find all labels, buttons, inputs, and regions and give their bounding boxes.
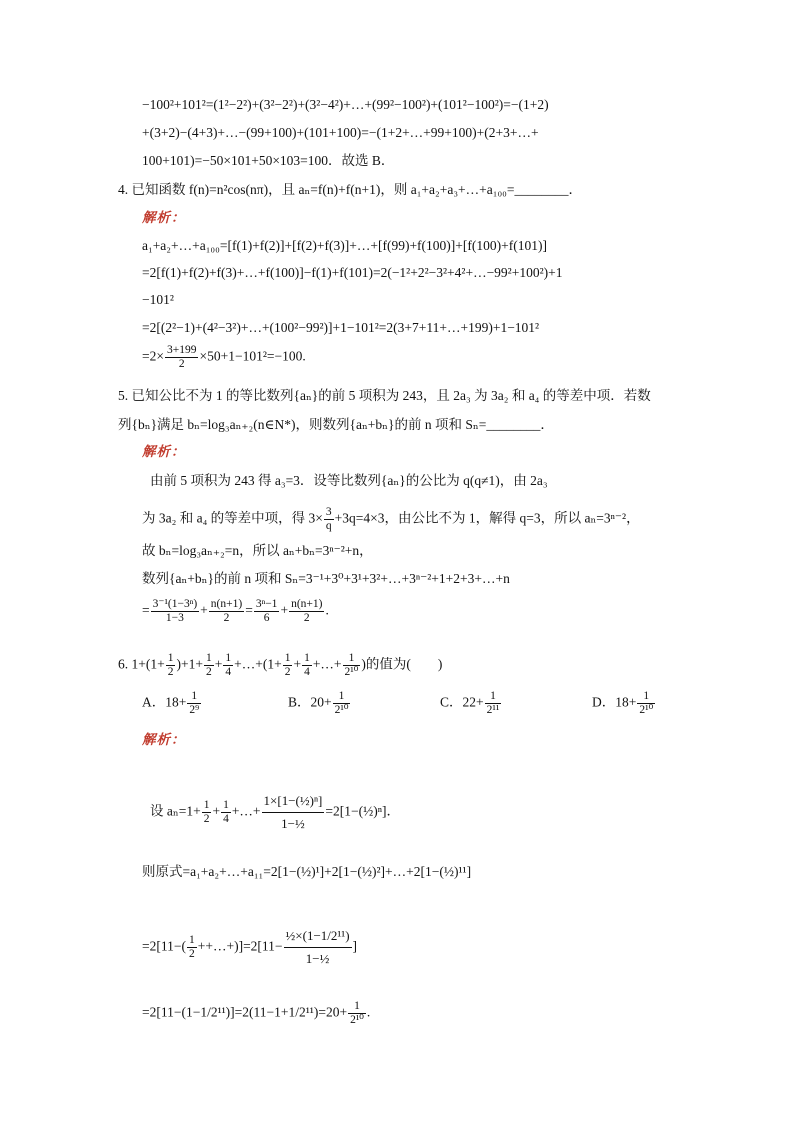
q6-s1-frac-main bbox=[262, 790, 325, 835]
q6-stem-f: (1+ bbox=[262, 656, 282, 672]
q5-number: 5. bbox=[118, 388, 129, 403]
q6-frac-quarter-1 bbox=[223, 652, 233, 679]
q5-l5-f1-num: 3⁻¹(1−3ⁿ) bbox=[152, 598, 198, 610]
q6-frac-half-1 bbox=[166, 652, 176, 679]
q5-line-2 bbox=[142, 506, 640, 533]
q6-s1-ellipsis: +…+ bbox=[231, 803, 261, 819]
q5-l2-suffix: +3q=4×3，由公比不为 1，解得 q=3，所以 aₙ=3ⁿ⁻²， bbox=[334, 510, 640, 526]
q6-option-b-frac bbox=[333, 690, 351, 717]
q5-l5-f4-num: n(n+1) bbox=[291, 598, 323, 610]
q6-sol-line-1 bbox=[150, 790, 400, 835]
q6-option-c-frac bbox=[485, 690, 502, 717]
q4-line-1: a₁+a₂+…+a₁₀₀=[f(1)+f(2)]+[f(2)+f(3)]+…+[f(99)+f(100)]+[f(100)+f(101)] bbox=[142, 238, 547, 253]
q6-oc-den: 2¹¹ bbox=[486, 704, 500, 716]
q6-fh3-num: 1 bbox=[284, 652, 291, 664]
q5-l5-eq-2: = bbox=[245, 602, 253, 618]
q6-s1-fq-num: 1 bbox=[223, 799, 229, 811]
q6-s4-end: . bbox=[366, 1004, 371, 1020]
q6-fq2-den: 4 bbox=[304, 666, 310, 678]
q5-l5-plus-1: + bbox=[200, 602, 208, 618]
q5-line-5 bbox=[142, 598, 329, 625]
q6-sol-line-3 bbox=[142, 925, 357, 970]
q5-l5-eq: = bbox=[142, 602, 150, 618]
q6-s3-plus: + bbox=[197, 938, 206, 954]
prev-line-2: +(3+2)−(4+3)+…−(99+100)+(101+100)=−(1+2+…+99+100)+(2+3+…+ bbox=[142, 125, 539, 140]
q6-stem-a: 1+ bbox=[131, 656, 146, 672]
q6-fq1-den: 4 bbox=[225, 666, 232, 678]
q4-l5-fraction bbox=[165, 344, 199, 371]
q6-frac-pow10 bbox=[343, 652, 361, 679]
q6-s4-prefix: =2[11−(1−1/2¹¹)]=2(11−1+1/2¹¹)=20+ bbox=[142, 1004, 348, 1020]
q6-fq2-num: 1 bbox=[304, 652, 310, 664]
q6-stem-b: (1+ bbox=[145, 656, 165, 672]
q6-option-a[interactable] bbox=[142, 690, 202, 717]
q6-fh1-num: 1 bbox=[167, 652, 174, 664]
q6-s3-mid: )]=2[11− bbox=[234, 938, 283, 954]
q5-l2-numerator: 3 bbox=[325, 506, 332, 518]
q4-stem bbox=[118, 180, 582, 200]
q6-s1-main-num: 1×[1−(½)ⁿ] bbox=[262, 790, 325, 813]
q5-l2-fraction bbox=[324, 506, 334, 533]
q6-s3-fh-den: 2 bbox=[188, 948, 195, 960]
q6-s4-frac bbox=[348, 1000, 366, 1027]
q6-s1-fh-num: 1 bbox=[203, 799, 210, 811]
q5-l2-denominator: q bbox=[325, 520, 332, 532]
q5-jiexi-label: 解析： bbox=[142, 444, 186, 459]
q6-sol-line-2: 则原式=a₁+a₂+…+a₁₁=2[1−(½)¹]+2[1−(½)²]+…+2[1−(½)¹¹] bbox=[142, 864, 472, 879]
q6-option-c-label: C．22+ bbox=[440, 694, 484, 710]
q6-s3-fh-num: 1 bbox=[188, 934, 195, 946]
q6-fq1-num: 1 bbox=[225, 652, 232, 664]
q6-number: 6. bbox=[118, 656, 129, 672]
q4-jiexi-label: 解析： bbox=[142, 210, 186, 225]
q6-option-d-label: D．18+ bbox=[592, 694, 637, 710]
q5-l5-f2-num: n(n+1) bbox=[210, 598, 243, 610]
q6-ob-den: 2¹⁰ bbox=[334, 704, 349, 716]
q6-jiexi-label: 解析： bbox=[142, 732, 186, 747]
q4-line-4: =2[(2²−1)+(4²−3²)+…+(100²−99²)]+1−101²=2(3+7+11+…+199)+1−101² bbox=[142, 320, 540, 335]
q6-fh3-den: 2 bbox=[284, 666, 291, 678]
q6-stem-c: )+1+ bbox=[176, 656, 203, 672]
q6-fp10-den: 2¹⁰ bbox=[344, 666, 359, 678]
q4-line-5 bbox=[142, 344, 306, 371]
q5-l5-plus-2: + bbox=[280, 602, 289, 618]
q6-frac-half-2 bbox=[204, 652, 214, 679]
q6-option-d[interactable] bbox=[592, 690, 656, 717]
q6-fh1-den: 2 bbox=[167, 666, 174, 678]
q4-l5-suffix: ×50+1−101²=−100. bbox=[199, 348, 306, 364]
q6-s3-frac-main bbox=[284, 925, 352, 970]
q6-oa-num: 1 bbox=[187, 690, 201, 704]
q6-s3-prefix: =2[11−( bbox=[142, 938, 186, 954]
q6-option-b-label: B．20+ bbox=[288, 694, 332, 710]
q6-oc-num: 1 bbox=[485, 690, 502, 704]
q6-frac-half-3 bbox=[283, 652, 293, 679]
q5-l5-f1-den: 1−3 bbox=[165, 612, 184, 624]
q5-stem-text-1: 已知公比不为 1 的等比数列{aₙ}的前 5 项积为 243，且 2a₃ 为 3a₂ 和 a₄ 的等差中项．若数 bbox=[131, 388, 651, 403]
q6-oa-den: 2⁹ bbox=[189, 704, 200, 716]
q6-sol-line-4 bbox=[142, 1000, 370, 1027]
q4-number: 4. bbox=[118, 182, 129, 197]
q5-line-1: 由前 5 项积为 243 得 a₃=3．设等比数列{aₙ}的公比为 q(q≠1)，由 2a₃ bbox=[150, 473, 548, 488]
q6-od-num: 1 bbox=[637, 690, 655, 704]
q6-s3-main-num: ½×(1−1/2¹¹) bbox=[284, 925, 352, 948]
q5-l5-frac-3 bbox=[254, 598, 280, 625]
q5-line-4: 数列{aₙ+bₙ}的前 n 项和 Sₙ=3⁻¹+3⁰+3¹+3²+…+3ⁿ⁻²+1+2+3+…+n bbox=[142, 571, 510, 586]
q4-line-2: =2[f(1)+f(2)+f(3)+…+f(100)]−f(1)+f(101)=2(−1²+2²−3²+4²+…−99²+100²)+1 bbox=[142, 265, 563, 280]
q6-fh2-num: 1 bbox=[205, 652, 212, 664]
q6-s4-den: 2¹⁰ bbox=[350, 1014, 364, 1026]
q5-l5-f3-den: 6 bbox=[263, 612, 270, 624]
q6-s1-plus: + bbox=[212, 803, 221, 819]
q6-stem-g: +…+ bbox=[312, 656, 342, 672]
q6-s3-ellipsis: +…+ bbox=[205, 938, 235, 954]
q4-l5-numerator: 3+199 bbox=[166, 344, 197, 356]
q6-fh2-den: 2 bbox=[205, 666, 212, 678]
prev-line-1: −100²+101²=(1²−2²)+(3²−2²)+(3²−4²)+…+(99²−100²)+(101²−100²)=−(1+2) bbox=[142, 97, 549, 112]
q6-stem-d: + bbox=[214, 656, 223, 672]
q5-stem-1 bbox=[118, 386, 651, 406]
q6-stem-e: +…+ bbox=[234, 656, 263, 672]
q6-s1-main-den: 1−½ bbox=[281, 816, 305, 831]
q6-s1-result: =2[1−(½)ⁿ]． bbox=[325, 803, 400, 819]
q6-od-den: 2¹⁰ bbox=[639, 704, 654, 716]
q6-s3-end: ] bbox=[352, 938, 358, 954]
q6-s1-frac-quarter bbox=[221, 799, 231, 826]
q6-s3-main-den: 1−½ bbox=[305, 951, 330, 966]
q5-l5-frac-4 bbox=[289, 598, 324, 625]
q6-option-d-frac bbox=[637, 690, 655, 717]
q5-l5-end: . bbox=[325, 602, 329, 618]
q4-line-3: −101² bbox=[142, 292, 174, 307]
q5-l5-frac-1 bbox=[151, 598, 200, 625]
q5-l2-prefix: 为 3a₂ 和 a₄ 的等差中项，得 3× bbox=[142, 510, 323, 526]
q5-l5-f4-den: 2 bbox=[303, 612, 310, 624]
q6-option-a-label: A．18+ bbox=[142, 694, 187, 710]
q6-frac-quarter-2 bbox=[302, 652, 312, 679]
q4-stem-text: 已知函数 f(n)=n²cos(nπ)，且 aₙ=f(n)+f(n+1)，则 a₁+a₂+a₃+…+a₁₀₀=________． bbox=[131, 182, 582, 197]
q6-s3-frac-half bbox=[187, 934, 197, 961]
q6-fp10-num: 1 bbox=[343, 652, 361, 666]
q6-s1-prefix: 设 aₙ=1+ bbox=[150, 803, 201, 819]
q6-option-c[interactable] bbox=[440, 690, 502, 717]
q6-option-a-frac bbox=[187, 690, 201, 717]
q6-stem bbox=[118, 652, 442, 679]
q6-s1-frac-half bbox=[202, 799, 212, 826]
q4-l5-prefix: =2× bbox=[142, 348, 164, 364]
q5-stem-2: 列{bₙ}满足 bₙ=log₃aₙ₊₂(n∈N*)，则数列{aₙ+bₙ}的前 n 项和 Sₙ=________． bbox=[118, 417, 554, 432]
q5-l5-f3-num: 3ⁿ−1 bbox=[255, 598, 278, 610]
prev-line-3: 100+101)=−50×101+50×103=100．故选 B． bbox=[142, 153, 395, 168]
q5-l5-f2-den: 2 bbox=[223, 612, 230, 624]
q4-l5-denominator: 2 bbox=[178, 358, 185, 370]
q6-s4-num: 1 bbox=[348, 1000, 366, 1014]
q5-line-3: 故 bₙ=log₃aₙ₊₂=n，所以 aₙ+bₙ=3ⁿ⁻²+n， bbox=[142, 543, 373, 558]
q6-option-b[interactable] bbox=[288, 690, 351, 717]
q6-stem-h: )的值为( ) bbox=[361, 656, 443, 672]
q5-l5-frac-2 bbox=[209, 598, 244, 625]
q6-s1-fh-den: 2 bbox=[203, 813, 210, 825]
q6-ob-num: 1 bbox=[333, 690, 351, 704]
q6-stem-d2: + bbox=[293, 656, 302, 672]
q6-s1-fq-den: 4 bbox=[223, 813, 229, 825]
